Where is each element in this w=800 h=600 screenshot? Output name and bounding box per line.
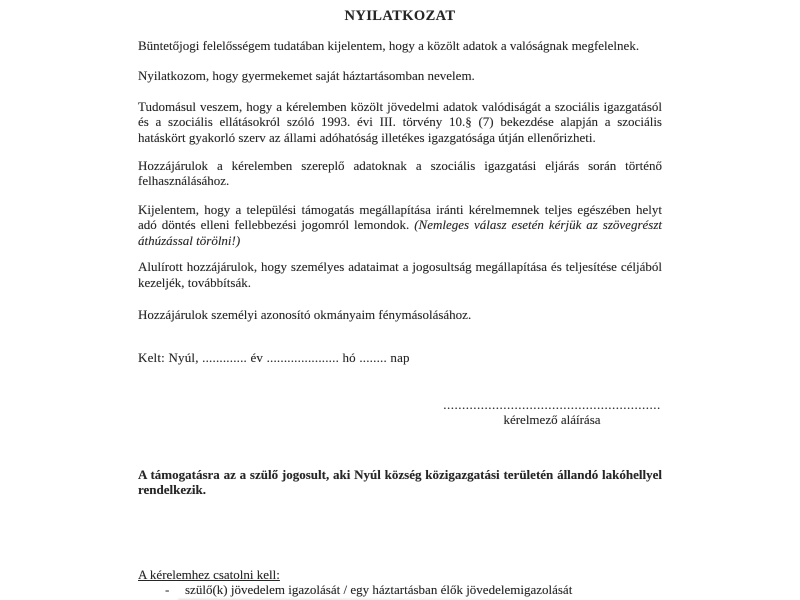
paragraph-id-copy-consent: Hozzájárulok személyi azonosító okmányaim fénymásolásához. [138, 307, 472, 322]
attachment-list-item [138, 582, 662, 598]
paragraph-criminal-liability: Büntetőjogi felelősségem tudatában kijelentem, hogy a közölt adatok a valóságnak megfelelnek. [138, 38, 640, 53]
document-title: NYILATKOZAT [344, 8, 456, 24]
paragraph-appeal-waiver [138, 202, 662, 249]
paragraph-data-use-consent: Hozzájárulok a kérelemben szereplő adatoknak a szociális igazgatási eljárás során történő felhasználásához. [138, 157, 662, 188]
attachments-heading: A kérelemhez csatolni kell: [138, 566, 280, 582]
signature-dotted-line: .......................................................... [443, 397, 661, 412]
paragraph-household-declaration: Nyilatkozom, hogy gyermekemet saját háztartásomban nevelem. [138, 68, 475, 83]
signature-label: kérelmező aláírása [503, 411, 601, 427]
paragraph-income-verification: Tudomásul veszem, hogy a kérelemben közölt jövedelmi adatok valódiságát a szociális igazgatásól és a szociális ellátásokról szóló 1993. évi III. törvény 10.§ (7) bekezdése alapján a szociális hatáskört gyakorló szerv az állami adóhatóság illetékes igazgatósága útján ellenőrizheti. [138, 98, 662, 145]
appeal-waiver-text: Kijelentem, hogy a települési támogatás megállapítása iránti kérelmemnek teljes egészében helyt adó döntés elleni fellebbezési jogomról lemondok. [138, 201, 662, 232]
eligibility-note: A támogatásra az a szülő jogosult, aki Nyúl község közigazgatási területén állandó lakóhellyel rendelkezik. [138, 466, 662, 497]
signature-block [442, 398, 662, 427]
attachments-section [138, 567, 662, 598]
date-line: Kelt: Nyúl, ............. év ..................... hó ........ nap [138, 349, 410, 365]
list-dash: - [165, 582, 170, 597]
appeal-waiver-instruction: (Nemleges válasz esetén kérjük az szövegrészt áthúzással törölni!) [138, 217, 662, 248]
attachment-item-text: szülő(k) jövedelem igazolását / egy háztartásban élők jövedelemigazolását [185, 582, 573, 597]
paragraph-personal-data-consent: Alulírott hozzájárulok, hogy személyes adataimat a jogosultság megállapítása és teljesítése céljából kezeljék, továbbítsák. [138, 259, 662, 290]
